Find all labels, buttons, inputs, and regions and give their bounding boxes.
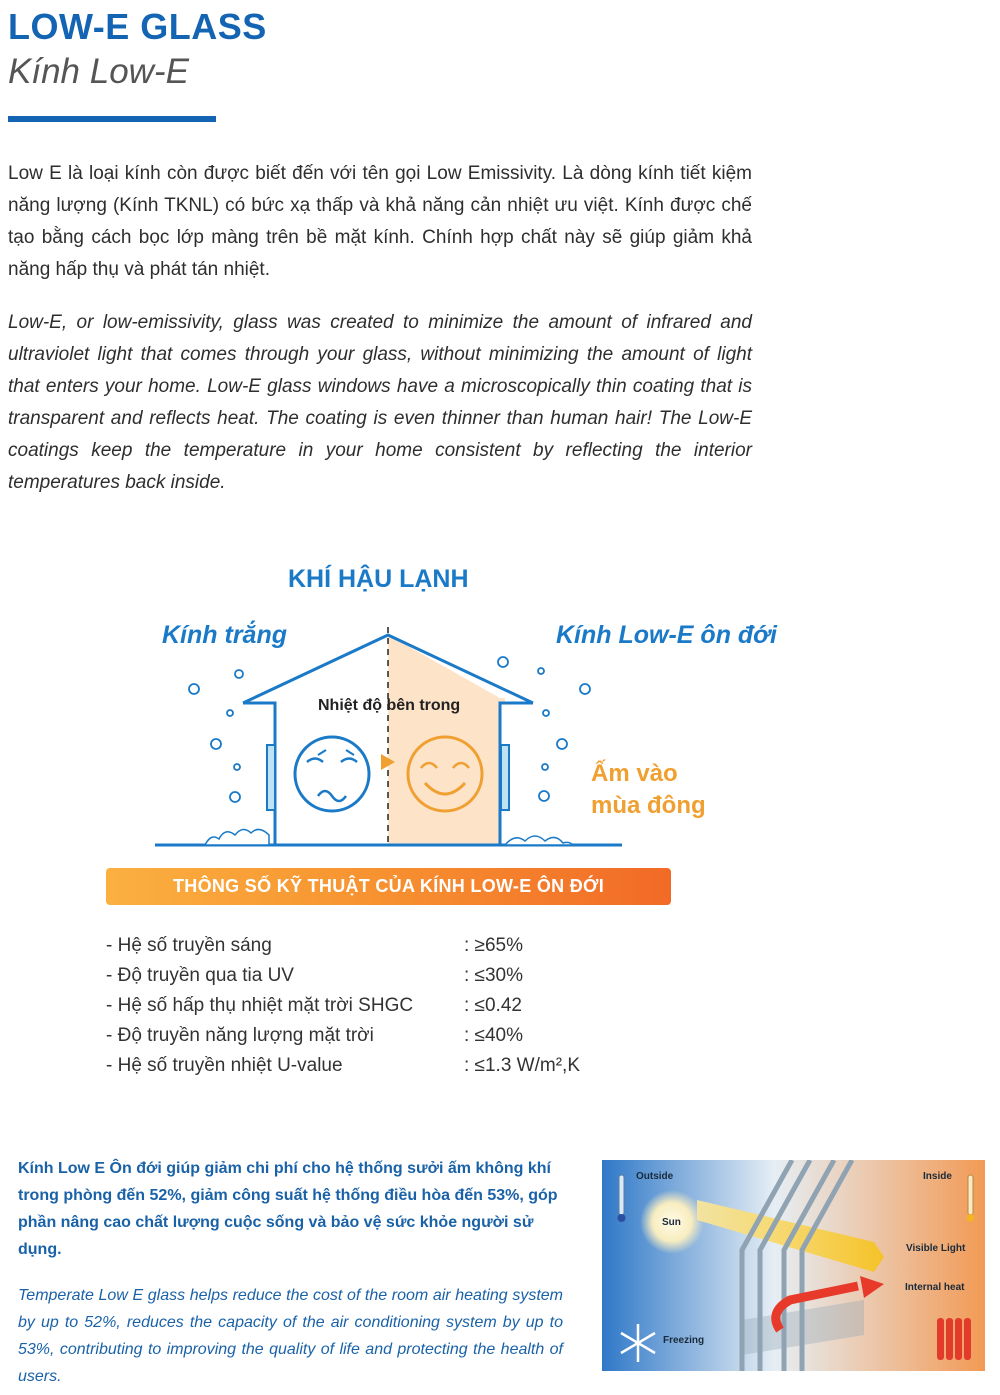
internal-heat-label: Internal heat: [905, 1282, 965, 1293]
warm-winter-line1: Ấm vào: [591, 760, 678, 787]
page-subtitle: Kính Low-E: [8, 52, 189, 91]
right-snow-mound: [505, 836, 573, 845]
clear-glass-label: Kính trắng: [162, 621, 287, 649]
glass-heat-illustration: [602, 1160, 985, 1371]
specs-banner: [106, 868, 671, 905]
left-snow-dots: [189, 670, 243, 802]
spec-row: [106, 931, 706, 961]
diagram-title: KHÍ HẬU LẠNH: [288, 565, 469, 593]
sad-face-icon: [295, 737, 369, 811]
spec-row: [106, 1021, 706, 1051]
right-window: [501, 745, 509, 810]
spec-value: : ≥65%: [464, 935, 524, 956]
spec-name: - Hệ số hấp thụ nhiệt mặt trời SHGC: [106, 995, 414, 1016]
inside-temperature-label: Nhiệt độ bên trong: [318, 697, 461, 714]
title-underline: [8, 116, 216, 122]
visible-light-label: Visible Light: [906, 1243, 966, 1254]
left-snow-mound: [205, 829, 269, 845]
benefits-paragraph-en: Temperate Low E glass helps reduce the cost of the room air heating system by up to 52%, reduces the capacity of the air conditioning system by up to 53%, contributing to improving the quality of life and protecting the health of users.: [18, 1287, 563, 1385]
right-snow-dots: [498, 657, 590, 801]
spec-value: : ≤1.3 W/m²,K: [464, 1055, 580, 1076]
spec-row: [106, 1051, 706, 1081]
benefits-paragraph-vi: Kính Low E Ôn đới giúp giảm chi phí cho hệ thống sưởi ấm không khí trong phòng đến 52%, giảm công suất hệ thống điều hòa đến 53%, góp phần nâng cao chất lượng cuộc sống và bảo vệ sức khỏe người sử dụng.: [18, 1160, 558, 1258]
lowe-glass-label: Kính Low-E ôn đới: [556, 621, 777, 649]
specs-heading: THÔNG SỐ KỸ THUẬT CỦA KÍNH LOW-E ÔN ĐỚI: [172, 876, 604, 896]
spec-value: : ≤30%: [464, 965, 524, 986]
spec-name: - Độ truyền qua tia UV: [106, 965, 294, 986]
spec-name: - Hệ số truyền nhiệt U-value: [106, 1055, 343, 1076]
sun-label: Sun: [662, 1217, 681, 1228]
outside-label: Outside: [636, 1171, 674, 1182]
specs-list: [106, 931, 706, 1081]
house-illustration: [0, 555, 1000, 855]
spec-row: [106, 961, 706, 991]
glass-heat-figure: [602, 1160, 985, 1371]
intro-paragraph-en: Low-E, or low-emissivity, glass was created to minimize the amount of infrared and ultraviolet light that comes through your glass, without minimizing the amount of light that enters your home. Low-E glass windows have a microscopically thin coating that is transparent and reflects heat. The coating is even thinner than human hair! The Low-E coatings keep the temperature in your home consistent by reflecting the interior temperatures back inside.: [8, 312, 752, 493]
left-window: [267, 745, 275, 810]
spec-value: : ≤0.42: [464, 995, 522, 1016]
spec-name: - Độ truyền năng lượng mặt trời: [106, 1025, 374, 1046]
freezing-label: Freezing: [663, 1335, 705, 1346]
spec-row: [106, 991, 706, 1021]
intro-paragraph-vi: Low E là loại kính còn được biết đến với tên gọi Low Emissivity. Là dòng kính tiết kiệm năng lượng (Kính TKNL) có bức xạ thấp và khả năng cản nhiệt ưu việt. Kính được chế tạo bằng cách bọc lớp màng trên bề mặt kính. Chính hợp chất này sẽ giúp giảm khả năng hấp thụ và phát tán nhiệt.: [8, 163, 752, 280]
inside-label: Inside: [923, 1171, 952, 1182]
spec-value: : ≤40%: [464, 1025, 524, 1046]
spec-name: - Hệ số truyền sáng: [106, 935, 272, 956]
warm-winter-line2: mùa đông: [591, 792, 706, 819]
cold-climate-diagram: [0, 555, 1000, 855]
page-title: LOW-E GLASS: [8, 6, 267, 47]
